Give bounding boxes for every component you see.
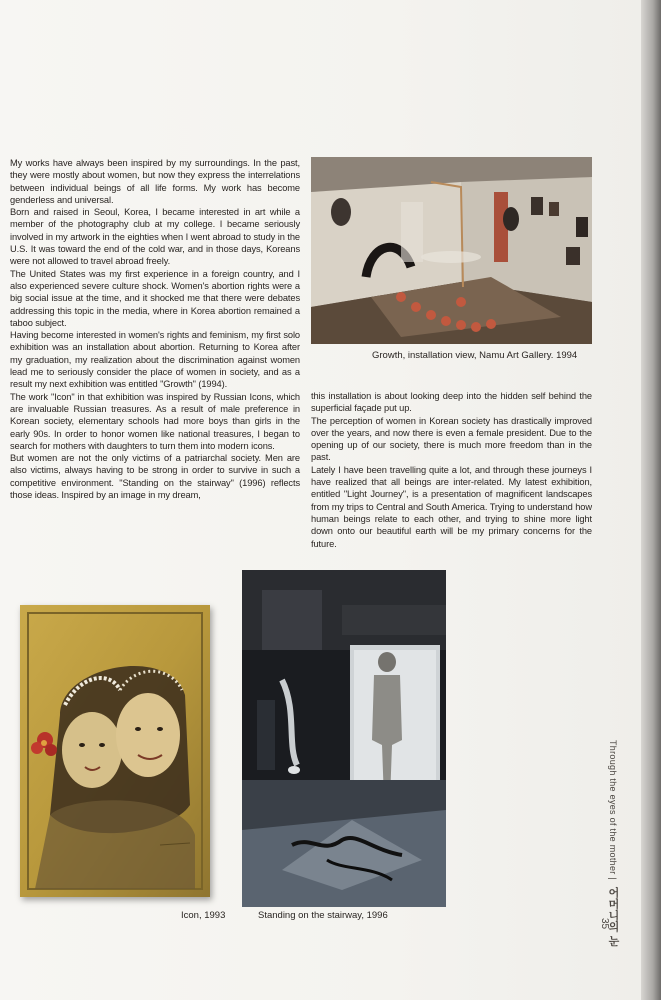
paragraph: Having become interested in women's rights and feminism, my first solo exhibition was an installation about abortion. Returning to Korea after my graduation, my realization about the discrimination against women lead me to seriously consider the place of women in society, and as a result my next exhibition was entitled "Growth" (1994).: [10, 330, 300, 390]
running-title: [607, 740, 621, 947]
stairway-caption: Standing on the stairway, 1996: [258, 910, 388, 921]
page-number: 35: [599, 917, 611, 930]
book-title-hangul: 어머니의 눈: [607, 886, 619, 947]
growth-caption: Growth, installation view, Namu Art Gallery. 1994: [372, 350, 578, 361]
paragraph: Born and raised in Seoul, Korea, I became interested in art while a member of the photography club at my college. I became seriously involved in my artwork in the eighties when I went abroad to study in the U.S. It was toward the end of the cold war, and in those days, Koreans were not allowed to travel abroad freely.: [10, 207, 300, 267]
paragraph: Lately I have been travelling quite a lot, and through these journeys I have realized that all beings are inter-related. My latest exhibition, entitled "Light Journey", is a presentation of magnificent landscapes from my trips to Central and South America. Trying to understand how human beings relate to each other, and trying to shine more light down onto our beautiful earth will be my primary concerns for the future.: [311, 464, 592, 549]
stairway-installation-photo: [242, 570, 446, 907]
growth-installation-photo: [311, 157, 592, 344]
paragraph: But women are not the only victims of a patriarchal society. Men are also victims, always having to be strong in order to survive in such a competitive environment. "Standing on the stairway" (1996) reflects those ideas. Inspired by an image in my dream,: [10, 453, 300, 501]
left-text-column: [10, 157, 300, 501]
icon-caption: Icon, 1993: [181, 910, 226, 921]
paragraph: this installation is about looking deep into the hidden self behind the superficial façade put up.: [311, 391, 592, 414]
right-text-column: [311, 390, 592, 550]
icon-painting-photo: [20, 605, 210, 897]
paragraph: My works have always been inspired by my surroundings. In the past, they were mostly about women, but now they express the interrelations between individual beings of all life forms. My work has become genderless and universal.: [10, 158, 300, 205]
book-title: Through the eyes of the mother |: [608, 740, 618, 881]
page-edge: [641, 0, 661, 1000]
paragraph: The United States was my first experience in a foreign country, and I also experienced severe culture shock. Women's abortion rights were a big social issue at the time, and it shocked me that there were debates addressing this topic in the media, where in Korea abortion remained a taboo subject.: [10, 268, 300, 328]
paragraph: The perception of women in Korean society has drastically improved over the years, and now there is even a female president. Due to the opening up of our society, there is much more freedom than in the past.: [311, 415, 592, 463]
paragraph: The work "Icon" in that exhibition was inspired by Russian Icons, which are invaluable Russian treasures. As a result of male preference in Korean society, elementary schools had more boys than girls in the early 90s. In order to honor women like national treasures, I began to search for mothers with daughters to turn them into modern icons.: [10, 391, 300, 451]
